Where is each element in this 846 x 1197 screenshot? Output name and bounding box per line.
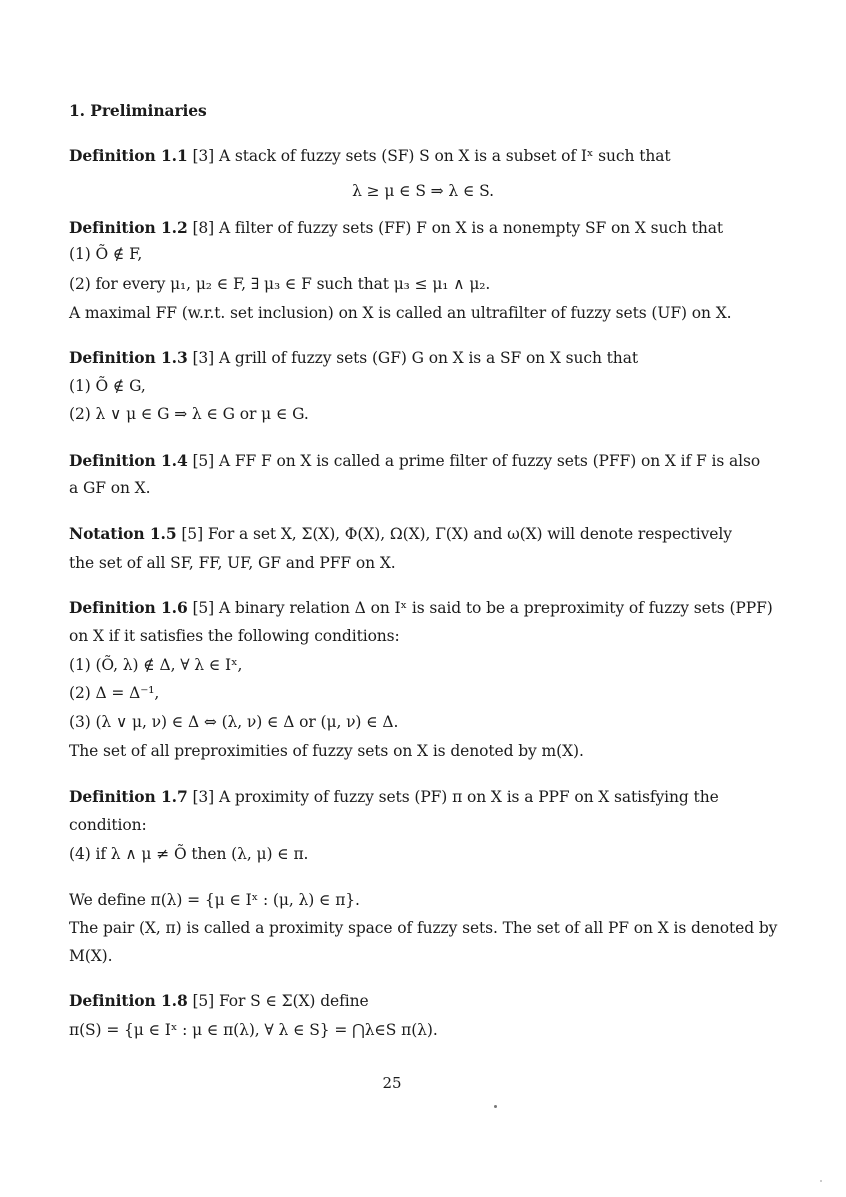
definition-1-2 xyxy=(69,218,723,238)
display-formula: λ ≥ μ ∈ S ⇒ λ ∈ S. xyxy=(352,182,494,200)
definition-text-continued: on X if it satisfies the following conditions: xyxy=(69,627,400,645)
definition-text: [3] A stack of fuzzy sets (SF) S on X is a subset of Iˣ such that xyxy=(192,147,671,165)
definition-note: The set of all preproximities of fuzzy sets on X is denoted by m(X). xyxy=(69,742,584,760)
definition-text-continued: condition: xyxy=(69,816,147,834)
condition-2: (2) for every μ₁, μ₂ ∈ F, ∃ μ₃ ∈ F such that μ₃ ≤ μ₁ ∧ μ₂. xyxy=(69,275,491,293)
definition-1-7 xyxy=(69,787,719,807)
definition-1-8 xyxy=(69,991,369,1011)
section-title: 1. Preliminaries xyxy=(69,101,207,120)
definition-1-4 xyxy=(69,451,760,471)
condition-3: (3) (λ ∨ μ, ν) ∈ Δ ⇔ (λ, ν) ∈ Δ or (μ, ν) ∈ Δ. xyxy=(69,713,399,731)
definition-label: Definition 1.8 xyxy=(69,991,188,1010)
definition-1-3 xyxy=(69,348,638,368)
condition-2: (2) λ ∨ μ ∈ G ⇒ λ ∈ G or μ ∈ G. xyxy=(69,405,309,423)
definition-label: Definition 1.3 xyxy=(69,348,188,367)
condition-1: (1) (Õ, λ) ∉ Δ, ∀ λ ∈ Iˣ, xyxy=(69,656,243,674)
definition-label: Definition 1.6 xyxy=(69,598,188,617)
definition-text-continued: a GF on X. xyxy=(69,479,151,497)
notation-text: [5] For a set X, Σ(X), Φ(X), Ω(X), Γ(X) and ω(X) will denote respectively xyxy=(181,525,732,543)
notation-1-5 xyxy=(69,524,732,544)
definition-formula: π(S) = {μ ∈ Iˣ : μ ∈ π(λ), ∀ λ ∈ S} = ⋂λ∈S π(λ). xyxy=(69,1021,438,1039)
condition-4: (4) if λ ∧ μ ≠ Õ then (λ, μ) ∈ π. xyxy=(69,845,309,863)
definition-text: [5] For S ∈ Σ(X) define xyxy=(192,992,369,1010)
paragraph-line: The pair (X, π) is called a proximity space of fuzzy sets. The set of all PF on X is denoted by xyxy=(69,919,778,937)
condition-1: (1) Õ ∉ F, xyxy=(69,245,143,263)
definition-label: Definition 1.1 xyxy=(69,146,188,165)
scan-speck xyxy=(494,1105,497,1108)
definition-note: A maximal FF (w.r.t. set inclusion) on X is called an ultrafilter of fuzzy sets (UF) on X. xyxy=(69,304,732,322)
notation-label: Notation 1.5 xyxy=(69,524,177,543)
definition-label: Definition 1.7 xyxy=(69,787,188,806)
definition-label: Definition 1.4 xyxy=(69,451,188,470)
page-number: 25 xyxy=(382,1074,402,1092)
scan-speck xyxy=(820,1180,822,1182)
definition-text: [8] A filter of fuzzy sets (FF) F on X is a nonempty SF on X such that xyxy=(192,219,723,237)
definition-text: [3] A grill of fuzzy sets (GF) G on X is a SF on X such that xyxy=(192,349,638,367)
condition-2: (2) Δ = Δ⁻¹, xyxy=(69,684,160,702)
definition-text: [3] A proximity of fuzzy sets (PF) π on X is a PPF on X satisfying the xyxy=(192,788,719,806)
definition-1-1 xyxy=(69,146,670,166)
condition-1: (1) Õ ∉ G, xyxy=(69,377,146,395)
paragraph-line: We define π(λ) = {μ ∈ Iˣ : (μ, λ) ∈ π}. xyxy=(69,891,360,909)
paragraph-line: M(X). xyxy=(69,947,113,965)
definition-1-6 xyxy=(69,598,773,618)
definition-label: Definition 1.2 xyxy=(69,218,188,237)
definition-text: [5] A FF F on X is called a prime filter of fuzzy sets (PFF) on X if F is also xyxy=(192,452,761,470)
definition-text: [5] A binary relation Δ on Iˣ is said to be a preproximity of fuzzy sets (PPF) xyxy=(192,599,773,617)
notation-text-continued: the set of all SF, FF, UF, GF and PFF on X. xyxy=(69,554,396,572)
